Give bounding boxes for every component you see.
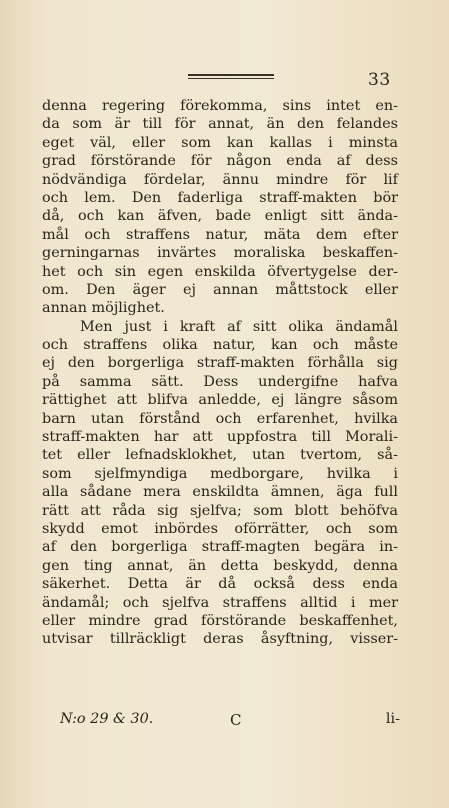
issue-signature: N:o 29 & 30. [60, 711, 154, 727]
text-line: barn utan förstånd och erfarenhet, hvilka [42, 410, 398, 427]
text-line: då, och kan äfven, bade enligt sitt ända- [42, 208, 398, 225]
text-line: eget väl, eller som kan kallas i minsta [42, 134, 398, 151]
page-number: 33 [368, 70, 391, 90]
text-line: Men just i kraft af sitt olika ändamål [80, 318, 398, 335]
text-line: rättighet att blifva anledde, ej längre såsom [42, 392, 398, 409]
sheet-signature-letter: C [230, 711, 242, 729]
text-line: grad förstörande för någon enda af dess [42, 153, 398, 170]
text-line: da som är till för annat, än den felandes [42, 116, 398, 133]
catchword: li- [385, 711, 400, 727]
text-line: på samma sätt. Dess undergifne hafva [42, 373, 398, 390]
text-line: straff-makten har att uppfostra till Morali- [42, 429, 398, 446]
body-text [42, 97, 398, 649]
text-line: alla sådane mera enskildta ämnen, äga full [42, 484, 398, 501]
text-line: annan möjlighet. [42, 300, 165, 317]
text-line: eller mindre grad förstörande beskaffenhet, [42, 612, 398, 629]
text-line: om. Den äger ej annan måttstock eller [42, 281, 398, 298]
text-line: och lem. Den faderliga straff-makten bör [42, 189, 398, 206]
text-line: och straffens olika natur, kan och måste [42, 337, 398, 354]
text-line: ändamål; och sjelfva straffens alltid i mer [42, 594, 398, 611]
text-line: rätt att råda sig sjelfva; som blott behöfva [42, 502, 398, 519]
text-line: tet eller lefnadsklokhet, utan tvertom, så- [42, 447, 398, 464]
text-line: af den borgerliga straff-magten begära in- [42, 539, 398, 556]
header-rule [188, 74, 274, 79]
text-line: ej den borgerliga straff-makten förhålla sig [42, 355, 398, 372]
page-footer [60, 711, 400, 731]
text-line: säkerhet. Detta är då också dess enda [42, 576, 398, 593]
text-line: skydd emot inbördes oförrätter, och som [42, 520, 398, 537]
text-line: gerningarnas invärtes moraliska beskaffen- [42, 245, 398, 262]
text-line: nödvändiga fördelar, ännu mindre för lif [42, 171, 398, 188]
text-line: gen ting annat, än detta beskydd, denna [42, 557, 398, 574]
text-line: het och sin egen enskilda öfvertygelse der- [42, 263, 398, 280]
text-line: som sjelfmyndiga medborgare, hvilka i [42, 465, 398, 482]
text-line: utvisar tillräckligt deras åsyftning, visser- [42, 631, 398, 648]
text-line: mål och straffens natur, mäta dem efter [42, 226, 398, 243]
text-line: denna regering förekomma, sins intet en- [42, 98, 398, 114]
